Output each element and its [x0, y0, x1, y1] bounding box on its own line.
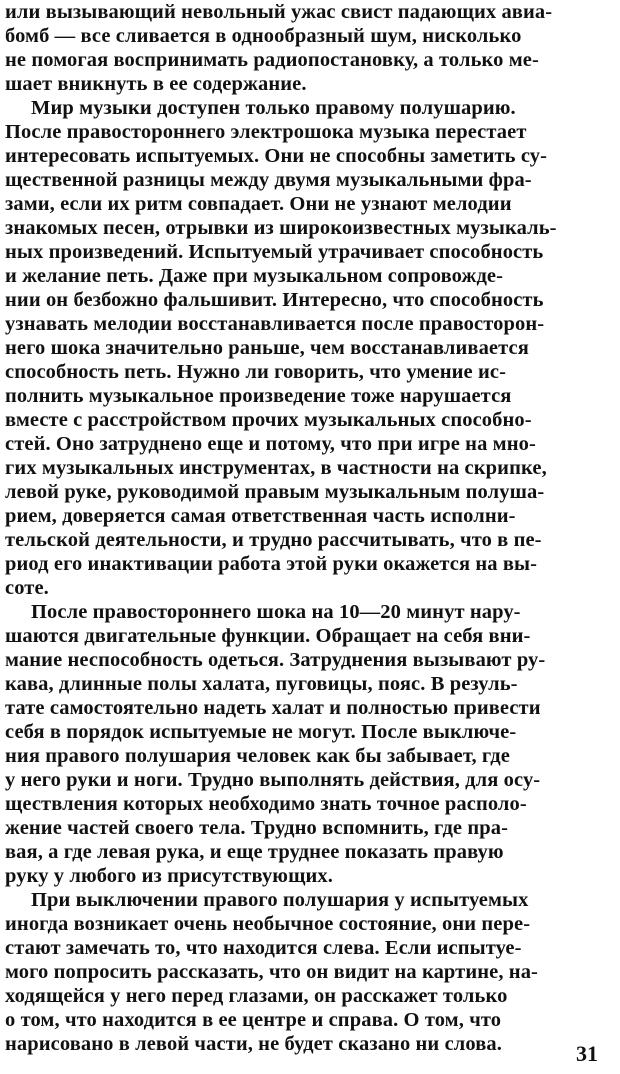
text-line: о том, что находится в ее центре и справа. О том, что: [5, 1009, 502, 1031]
text-line: вместе с расстройством прочих музыкальных способно-: [5, 409, 532, 431]
text-line: у него руки и ноги. Трудно выполнять действия, для осу-: [5, 769, 541, 791]
text-line: него шока значительно раньше, чем восстанавливается: [5, 337, 529, 359]
text-line: руку у любого из присутствующих.: [5, 865, 333, 887]
text-line: узнавать мелодии восстанавливается после правосторон-: [5, 313, 545, 335]
text-line: стают замечать то, что находится слева. Если испытуе-: [5, 937, 522, 959]
text-line: гих музыкальных инструментах, в частности на скрипке,: [5, 457, 547, 479]
text-line: После правостороннего шока на 10—20 минут нару-: [31, 601, 521, 623]
text-line: нии он безбожно фальшивит. Интересно, что способность: [5, 289, 544, 311]
page-text: [5, 0, 615, 1056]
text-line: мание неспособность одеться. Затруднения вызывают ру-: [5, 649, 546, 671]
paragraph: [5, 888, 615, 1056]
text-line: бомб — все сливается в однообразный шум, нисколько: [5, 25, 522, 47]
text-line: способность петь. Нужно ли говорить, что умение ис-: [5, 361, 506, 383]
text-line: ния правого полушария человек как бы забывает, где: [5, 745, 510, 767]
paragraph: [5, 600, 615, 888]
text-line: зами, если их ритм совпадает. Они не узнают мелодии: [5, 193, 512, 215]
text-line: интересовать испытуемых. Они не способны заметить су-: [5, 145, 548, 167]
text-line: жение частей своего тела. Трудно вспомнить, где пра-: [5, 817, 509, 839]
text-line: знакомых песен, отрывки из широкоизвестных музыкаль-: [5, 217, 557, 239]
text-line: риод его инактивации работа этой руки окажется на вы-: [5, 553, 538, 575]
text-line: После правостороннего электрошока музыка перестает: [5, 121, 527, 143]
text-line: ных произведений. Испытуемый утрачивает способность: [5, 241, 544, 263]
text-line: полнить музыкальное произведение тоже нарушается: [5, 385, 512, 407]
text-line: себя в порядок испытуемые не могут. После выключе-: [5, 721, 517, 743]
text-line: и желание петь. Даже при музыкальном сопровожде-: [5, 265, 504, 287]
text-line: вая, а где левая рука, и еще труднее показать правую: [5, 841, 504, 863]
page-number: 31: [576, 1041, 598, 1066]
text-line: тате самостоятельно надеть халат и полностью привести: [5, 697, 541, 719]
text-line: соте.: [5, 577, 49, 599]
paragraph: [5, 0, 615, 96]
text-line: не помогая воспринимать радиопостановку, а только ме-: [5, 49, 539, 71]
text-line: мого попросить рассказать, что он видит на картине, на-: [5, 961, 538, 983]
text-line: нарисовано в левой части, не будет сказано ни слова.: [5, 1033, 502, 1055]
text-line: или вызывающий невольный ужас свист падающих авиа-: [5, 1, 553, 23]
text-line: При выключении правого полушария у испытуемых: [31, 889, 529, 911]
text-line: шаются двигательные функции. Обращает на себя вни-: [5, 625, 531, 647]
text-line: иногда возникает очень необычное состояние, они пере-: [5, 913, 531, 935]
text-line: кава, длинные полы халата, пуговицы, пояс. В резуль-: [5, 673, 518, 695]
text-line: щественной разницы между двумя музыкальными фра-: [5, 169, 532, 191]
text-line: тельской деятельности, и трудно рассчитывать, что в пе-: [5, 529, 542, 551]
text-line: шает вникнуть в ее содержание.: [5, 73, 307, 95]
text-line: левой руке, руководимой правым музыкальным полуша-: [5, 481, 545, 503]
text-line: Мир музыки доступен только правому полушарию.: [31, 97, 516, 119]
text-line: ходящейся у него перед глазами, он расскажет только: [5, 985, 508, 1007]
text-line: ществления которых необходимо знать точное располо-: [5, 793, 527, 815]
text-line: рием, доверяется самая ответственная часть исполни-: [5, 505, 516, 527]
paragraph: [5, 96, 615, 600]
text-line: стей. Оно затруднено еще и потому, что при игре на мно-: [5, 433, 536, 455]
